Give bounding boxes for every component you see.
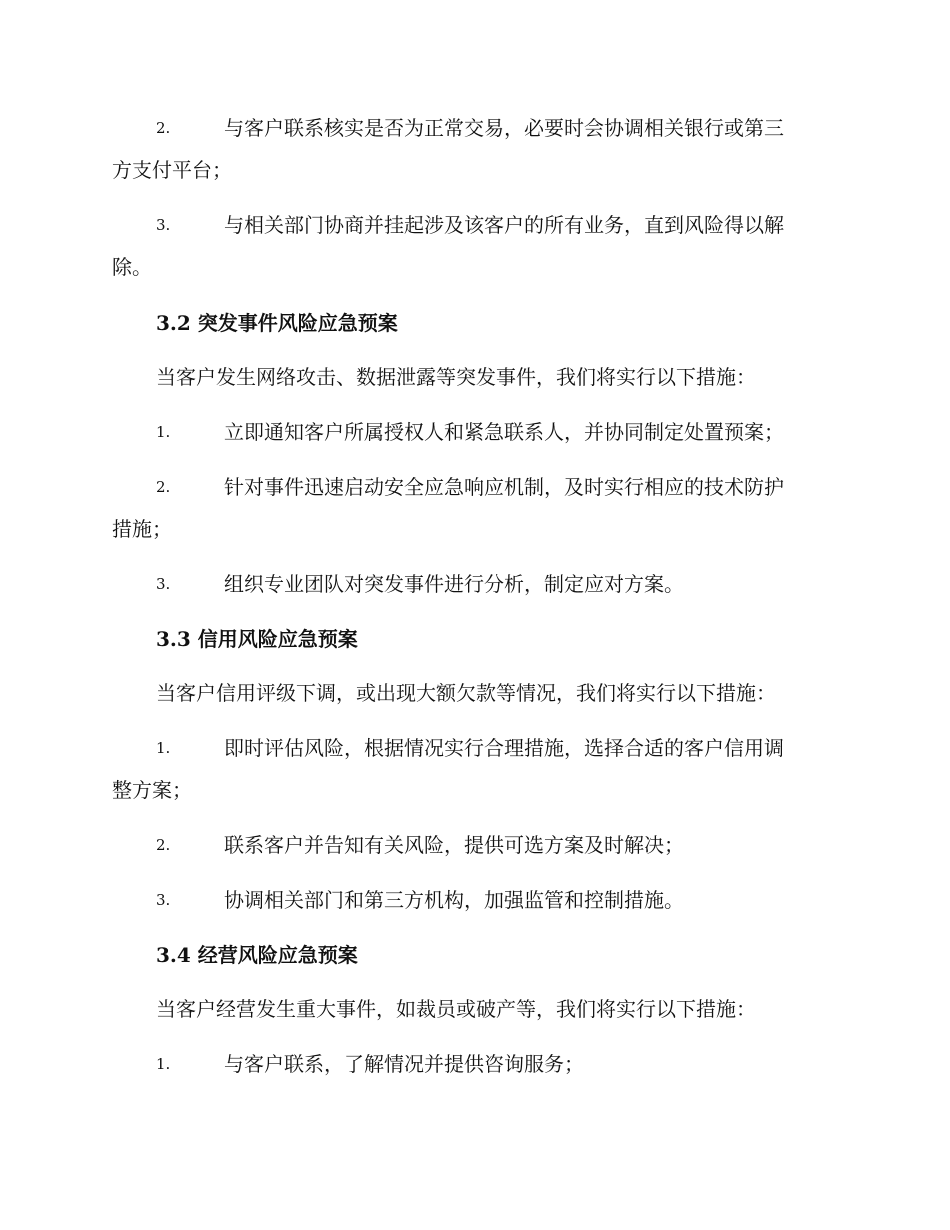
section-intro: 当客户经营发生重大事件，如裁员或破产等，我们将实行以下措施： (156, 997, 756, 1021)
list-number: 2. (156, 119, 171, 137)
list-item-text: 联系客户并告知有关风险，提供可选方案及时解决； (224, 833, 684, 857)
list-item-text: 即时评估风险，根据情况实行合理措施，选择合适的客户信用调 (224, 736, 784, 760)
list-item-text: 与客户联系核实是否为正常交易，必要时会协调相关银行或第三 (224, 116, 784, 140)
list-item-continuation: 措施； (112, 517, 172, 541)
list-number: 2. (156, 836, 171, 854)
list-item-continuation: 方支付平台； (112, 158, 232, 182)
section-intro: 当客户发生网络攻击、数据泄露等突发事件，我们将实行以下措施： (156, 365, 756, 389)
list-number: 1. (156, 1055, 171, 1073)
list-number: 3. (156, 216, 171, 234)
section-heading: 3.4 经营风险应急预案 (156, 943, 358, 967)
list-item-continuation: 整方案； (112, 778, 192, 802)
list-number: 1. (156, 739, 171, 757)
list-item-text: 与相关部门协商并挂起涉及该客户的所有业务，直到风险得以解 (224, 213, 784, 237)
section-heading: 3.3 信用风险应急预案 (156, 627, 358, 651)
section-intro: 当客户信用评级下调，或出现大额欠款等情况，我们将实行以下措施： (156, 681, 776, 705)
list-item-continuation: 除。 (112, 255, 152, 279)
list-number: 3. (156, 575, 171, 593)
list-number: 3. (156, 891, 171, 909)
list-item-text: 组织专业团队对突发事件进行分析，制定应对方案。 (224, 572, 684, 596)
list-number: 1. (156, 423, 171, 441)
list-item-text: 立即通知客户所属授权人和紧急联系人，并协同制定处置预案； (224, 420, 784, 444)
list-item-text: 针对事件迅速启动安全应急响应机制，及时实行相应的技术防护 (224, 475, 784, 499)
list-item-text: 协调相关部门和第三方机构，加强监管和控制措施。 (224, 888, 684, 912)
list-item-text: 与客户联系，了解情况并提供咨询服务； (224, 1052, 584, 1076)
section-heading: 3.2 突发事件风险应急预案 (156, 311, 398, 335)
list-number: 2. (156, 478, 171, 496)
